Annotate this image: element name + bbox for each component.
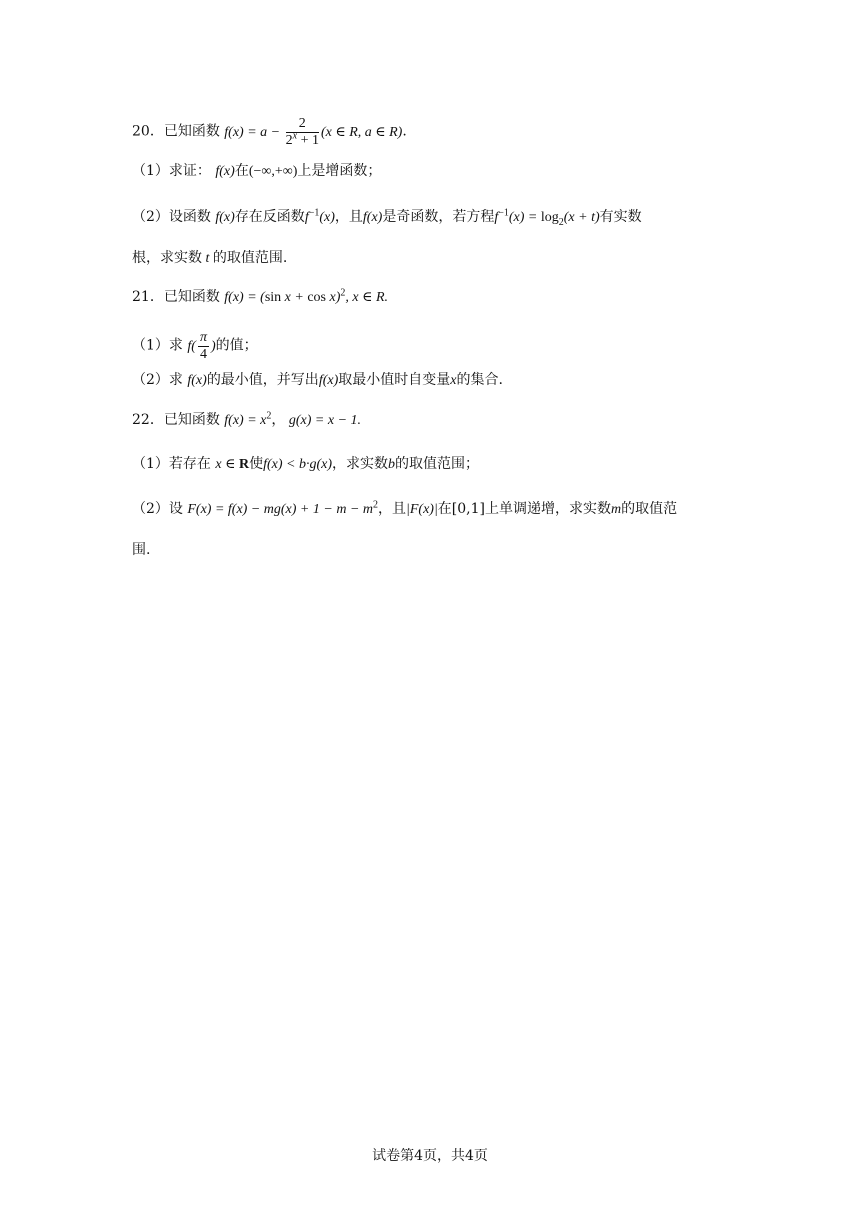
- q21-number: 21．: [132, 289, 164, 305]
- q20-part2-text-c: ，且: [334, 209, 363, 225]
- q22-part2-abs: |F(x)|: [406, 502, 438, 517]
- q21-part2-text-a: 求: [168, 372, 183, 388]
- q20-part2-text-g: 的取值范围.: [212, 250, 288, 266]
- q22-part2-formula: $F(x) = f(x) - mg(x) + 1 - m - m^2$: [187, 499, 378, 517]
- q22-part2-text-c: 在[0,1]上单调递增，求实数: [437, 501, 611, 517]
- q22-part1-b: b: [388, 457, 395, 472]
- q21-stem-text: 已知函数: [163, 289, 220, 305]
- q22-part2-text-b: ，且: [378, 501, 406, 517]
- q20-part2-text-f: 根，求实数: [132, 250, 202, 266]
- q20-number: 20．: [132, 123, 164, 140]
- q22-number: 22．: [132, 412, 164, 428]
- q20-part1-text-c: 上是增函数；: [297, 163, 382, 179]
- q20-fraction: $\frac{2}{2^x + 1}$: [285, 116, 319, 148]
- q22-part2-text-e: 围.: [132, 542, 151, 558]
- q20-part2-finv: $f^{-1}(x)$: [304, 207, 335, 225]
- q20-part2-fx2: f(x): [362, 210, 383, 225]
- q21-part2-fx: f(x): [187, 373, 207, 388]
- q21-part2-text-b: 的最小值，并写出: [206, 372, 319, 388]
- page-footer: 试卷第4页，共4页: [372, 1148, 488, 1164]
- q20-stem-text: 已知函数: [163, 123, 220, 140]
- q21-stem: [132, 285, 388, 310]
- q22-part2-m: m: [611, 502, 622, 517]
- q20-part2-t: t: [202, 251, 213, 266]
- q21-fraction: $\frac{\pi}{4}$: [199, 330, 207, 362]
- q21-part1-text-b: 的值；: [215, 337, 258, 354]
- q21-part2-text-d: 的集合.: [456, 372, 503, 388]
- q22-stem: [132, 408, 361, 433]
- q20-part1-label: （1）: [132, 163, 169, 179]
- q20-part2-fx: f(x): [215, 210, 235, 225]
- q20-part2-label: （2）: [132, 209, 169, 225]
- q22-part2-label: （2）: [132, 501, 169, 517]
- q21-part2-text-c: 取最小值时自变量: [338, 372, 451, 388]
- q20-part2-text-d: 是奇函数，若方程: [382, 209, 495, 225]
- q22-part2-text-a: 设: [168, 501, 183, 517]
- q21-part2-x: x: [450, 373, 457, 388]
- q21-formula: f(x) = (sin x + cos x)$^2$, x ∈ R.: [224, 287, 389, 305]
- q20-stem: 20．已知函数 f(x) = a − $\frac{2}{2^x + 1}$ (x ∈ R, a ∈ R).: [132, 116, 407, 148]
- q21-part2: [132, 368, 503, 393]
- q20-part2-line1: [132, 205, 642, 230]
- q22-part2-line2: [132, 538, 150, 562]
- q20-part1-text-b: 在: [234, 163, 249, 179]
- q21-part1-label: （1）: [132, 337, 169, 354]
- q21-part2-label: （2）: [132, 372, 169, 388]
- q21-part1: [132, 330, 258, 363]
- q21-part1-text-a: 求: [168, 337, 183, 354]
- q21-part1-formula: f( $\frac{\pi}{4}$ ): [187, 330, 216, 362]
- q22-part1-text-a: 若存在: [168, 456, 211, 472]
- q20-part1-text-a: 求证：: [168, 163, 211, 179]
- q20-part1: [132, 159, 381, 184]
- q22-part1-label: （1）: [132, 456, 169, 472]
- q20-part2-text-a: 设函数: [168, 209, 211, 225]
- q22-part1-text-b: 使: [249, 456, 264, 472]
- q20-part2-equation: $f^{-1}(x) = \log_2(x + t)$: [494, 207, 600, 228]
- q22-part2-text-d: 的取值范: [621, 501, 678, 517]
- q20-part1-fx: f(x): [215, 164, 235, 179]
- q22-stem-text: 已知函数: [163, 412, 220, 428]
- q22-part1-text-c: ，求实数: [332, 456, 388, 472]
- q22-formula: $f(x) = x^2$， g(x) = x − 1.: [224, 410, 362, 428]
- q22-part1: [132, 452, 479, 477]
- q20-formula: f(x) = a − $\frac{2}{2^x + 1}$ (x ∈ R, a ∈ R): [224, 116, 403, 148]
- q20-part2-text-e: 有实数: [599, 209, 642, 225]
- q22-part1-inequality: f(x) < b·g(x): [263, 457, 332, 472]
- q20-part2-text-b: 存在反函数: [234, 209, 305, 225]
- q22-part1-set: x ∈ R: [215, 457, 250, 472]
- q22-part1-text-d: 的取值范围；: [395, 456, 479, 472]
- q22-part2-line1: [132, 497, 677, 522]
- q21-part2-fx2: f(x): [318, 373, 339, 388]
- q20-part1-interval: (−∞,+∞): [248, 164, 298, 179]
- q20-part2-line2: [132, 246, 287, 271]
